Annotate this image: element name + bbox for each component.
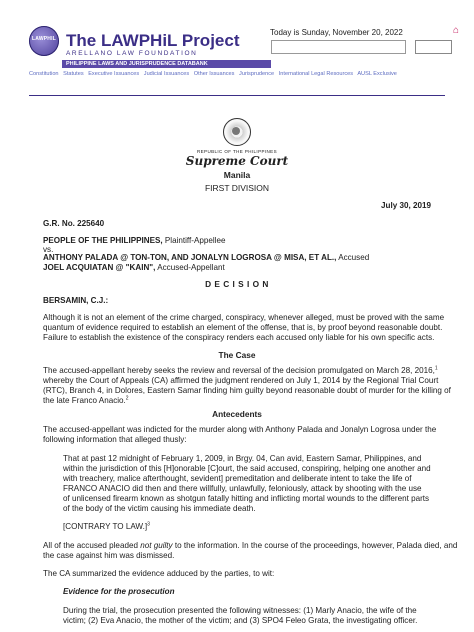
site-title[interactable]: The LAWPHiL Project: [66, 31, 240, 50]
heading-antecedents: Antecedents: [212, 409, 262, 419]
party-accused-name: ANTHONY PALADA @ TON-TON, AND JONALYN LOGROSA @ MISA, ET AL.,: [43, 253, 337, 262]
nav-item-other-issuances[interactable]: Other Issuances: [193, 71, 235, 77]
party-plaintiff-role: Plaintiff-Appellee: [162, 236, 226, 245]
paragraph-line: The accused-appellant hereby seeks the review and reversal of the decision promulgated on March 28, 2016,$^1$: [43, 365, 438, 375]
footnote-link[interactable]: 3: [147, 521, 150, 528]
paragraph-line: Failure to establish the existence of the conspiracy renders each accused only liable for his own specific acts.: [43, 333, 435, 342]
footnote-link[interactable]: 1: [434, 365, 438, 372]
nav-item-executive-issuances[interactable]: Executive Issuances: [88, 71, 140, 77]
paragraph-line: The CA summarized the evidence adduced by the parties, to wit:: [43, 569, 275, 578]
decision-date: July 30, 2019: [381, 201, 431, 210]
party-appellant: [43, 263, 225, 273]
lawphil-logo-icon[interactable]: LAWPHIL: [29, 26, 59, 56]
court-name: Supreme Court: [185, 154, 289, 168]
party-appellant-name: JOEL ACQUIATAN @ "KAIN",: [43, 263, 156, 272]
paragraph-line: (RTC), Branch 4, in Dolores, Eastern Samar finding him guilty beyond reasonable doubt of murder for the killing of: [43, 386, 451, 395]
court-division: FIRST DIVISION: [204, 183, 270, 193]
paragraph-line: Although it is not an element of the crime charged, conspiracy, whenever alleged, must be proved with the same: [43, 313, 445, 322]
nav-item-international-legal-resources[interactable]: International Legal Resources: [278, 71, 354, 77]
nav-item-jurisprudence[interactable]: Jurisprudence: [239, 71, 275, 77]
quote-line: FRANCO ANACIO did then and there willfully, unlawfully, feloniously, attack by shooting with the use: [63, 484, 422, 493]
versus-label: vs.: [43, 245, 54, 254]
paragraph-line: whereby the Court of Appeals (CA) affirmed the judgment rendered on July 1, 2014 by the Regional Trial Court: [43, 376, 439, 385]
quote-line: That at past 12 midnight of February 1, 2009, in Brgy. 04, Can avid, Eastern Samar, Philippines, and: [63, 454, 422, 463]
quote-line: with treachery, malice afterthought, sevident] premeditation and deliberate intent to take the life of: [63, 474, 412, 483]
home-icon[interactable]: ⌂: [453, 25, 460, 36]
heading-the-case: The Case: [218, 350, 256, 360]
nav-item-statutes[interactable]: Statutes: [63, 71, 84, 77]
quote-line: within the jurisdiction of this [H]onorable [C]ourt, the said accused, conspiring, helping one another and: [63, 464, 431, 473]
footnote-link[interactable]: 2: [125, 395, 129, 402]
databank-banner: PHILIPPINE LAWS AND JURISPRUDENCE DATABANK: [62, 60, 271, 68]
party-plaintiff: [43, 236, 225, 246]
paragraph-line: During the trial, the prosecution presented the following witnesses: (1) Marly Anacio, the wife of the: [63, 606, 417, 615]
ponente: BERSAMIN, C.J.:: [43, 296, 109, 305]
supreme-court-seal-icon: [223, 118, 251, 146]
search-input[interactable]: [271, 40, 406, 54]
site-subtitle: ARELLANO LAW FOUNDATION: [66, 50, 198, 57]
site-header: [0, 0, 474, 68]
paragraph-line: the case against him was dismissed.: [43, 551, 175, 560]
paragraph-line: the late Franco Anacio.$^2$: [43, 395, 129, 405]
paragraph-line: The accused-appellant was indicted for the murder along with Anthony Palada and Jonalyn Logrosa under the: [43, 425, 437, 434]
party-plaintiff-name: PEOPLE OF THE PHILIPPINES,: [43, 236, 163, 245]
nav-divider: [29, 95, 445, 96]
quote-line: of the body of the victim causing his immediate death.: [63, 504, 256, 513]
gr-number: G.R. No. 225640: [43, 219, 105, 228]
quote-line: of unlicensed firearm known as shotgun fatally hitting and inflicting mortal wounds to the different parts: [63, 494, 430, 503]
paragraph-line: following information that alleged thusly:: [43, 435, 187, 444]
paragraph-line: victim; (2) Eva Anacio, the mother of the victim; and (3) SPO4 Feleo Grata, the investigating officer.: [63, 616, 418, 625]
party-accused-role: Accused: [336, 253, 370, 262]
heading-evidence-prosecution: Evidence for the prosecution: [63, 587, 175, 596]
party-accused: [43, 253, 369, 263]
nav-item-constitution[interactable]: Constitution: [29, 71, 59, 77]
paragraph-line: All of the accused pleaded not guilty to the information. In the course of the proceedings, however, Palada died, and: [43, 541, 458, 550]
nav-item-ausl-exclusive[interactable]: AUSL Exclusive: [357, 71, 397, 77]
search-button[interactable]: [415, 40, 452, 54]
today-date: Today is Sunday, November 20, 2022: [270, 28, 403, 37]
court-city: Manila: [223, 170, 251, 180]
nav-item-judicial-issuances[interactable]: Judicial Issuances: [143, 71, 190, 77]
party-appellant-role: Accused-Appellant: [155, 263, 225, 272]
republic-label: REPUBLIC OF THE PHILIPPINES: [197, 149, 277, 154]
main-nav: [29, 71, 400, 77]
decision-heading: D E C I S I O N: [205, 279, 269, 289]
paragraph-line: quantum of evidence required to establish an element of the offense, that is, by proof beyond reasonable doubt.: [43, 323, 443, 332]
contrary-to-law: [CONTRARY TO LAW.]$^3$: [63, 521, 150, 531]
